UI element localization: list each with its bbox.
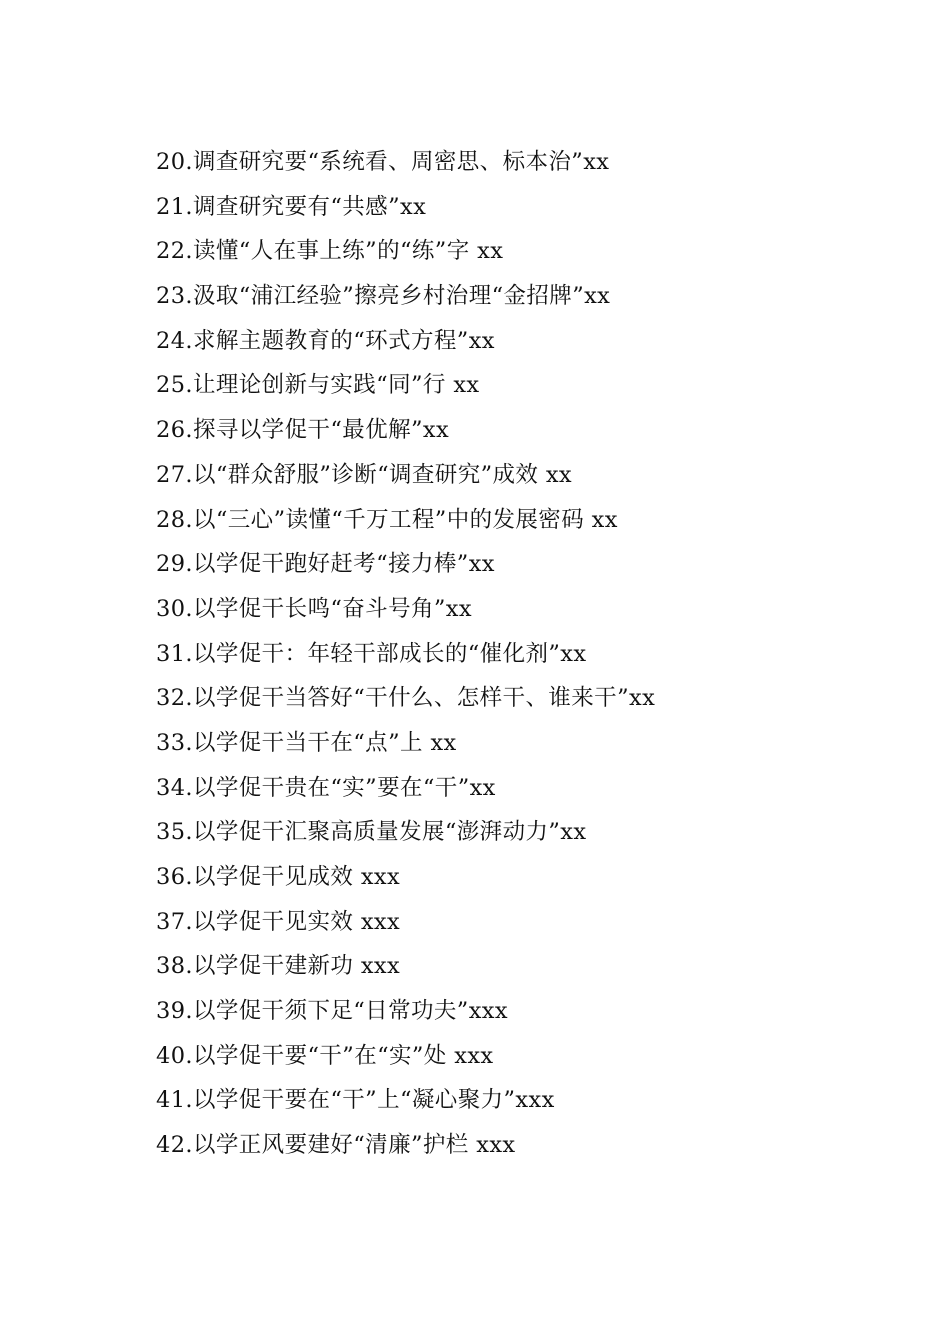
list-item: 35.以学促干汇聚高质量发展“澎湃动力”xx (156, 819, 587, 846)
list-item: 39.以学促干须下足“日常功夫”xxx (156, 998, 508, 1025)
list-item: 29.以学促干跑好赶考“接力棒”xx (156, 551, 495, 578)
list-item: 28.以“三心”读懂“千万工程”中的发展密码 xx (156, 506, 618, 533)
list-item: 26.探寻以学促干“最优解”xx (156, 417, 450, 444)
list-item: 20.调查研究要“系统看、周密思、标本治”xx (156, 149, 610, 175)
list-item: 24.求解主题教育的“环式方程”xx (156, 327, 495, 354)
list-item: 21.调查研究要有“共感”xx (156, 193, 427, 220)
list-item: 32.以学促干当答好“干什么、怎样干、谁来干”xx (156, 685, 656, 712)
list-item: 37.以学促干见实效 xxx (156, 908, 401, 935)
list-item: 23.汲取“浦江经验”擦亮乡村治理“金招牌”xx (156, 283, 611, 310)
list-item: 42.以学正风要建好“清廉”护栏 xxx (156, 1132, 516, 1159)
list-item: 31.以学促干：年轻干部成长的“催化剂”xx (156, 640, 587, 667)
list-item: 30.以学促干长鸣“奋斗号角”xx (156, 595, 472, 622)
title-list (156, 140, 655, 1168)
list-item: 33.以学促干当干在“点”上 xx (156, 729, 457, 756)
list-item: 36.以学促干见成效 xxx (156, 864, 401, 890)
list-item: 40.以学促干要“干”在“实”处 xxx (156, 1042, 494, 1069)
list-item: 41.以学促干要在“干”上“凝心聚力”xxx (156, 1087, 555, 1114)
list-item: 34.以学促干贵在“实”要在“干”xx (156, 774, 496, 801)
list-item: 22.读懂“人在事上练”的“练”字 xx (156, 238, 504, 265)
list-item: 38.以学促干建新功 xxx (156, 953, 401, 980)
list-item: 25.让理论创新与实践“同”行 xx (156, 372, 480, 399)
list-item: 27.以“群众舒服”诊断“调查研究”成效 xx (156, 461, 573, 488)
